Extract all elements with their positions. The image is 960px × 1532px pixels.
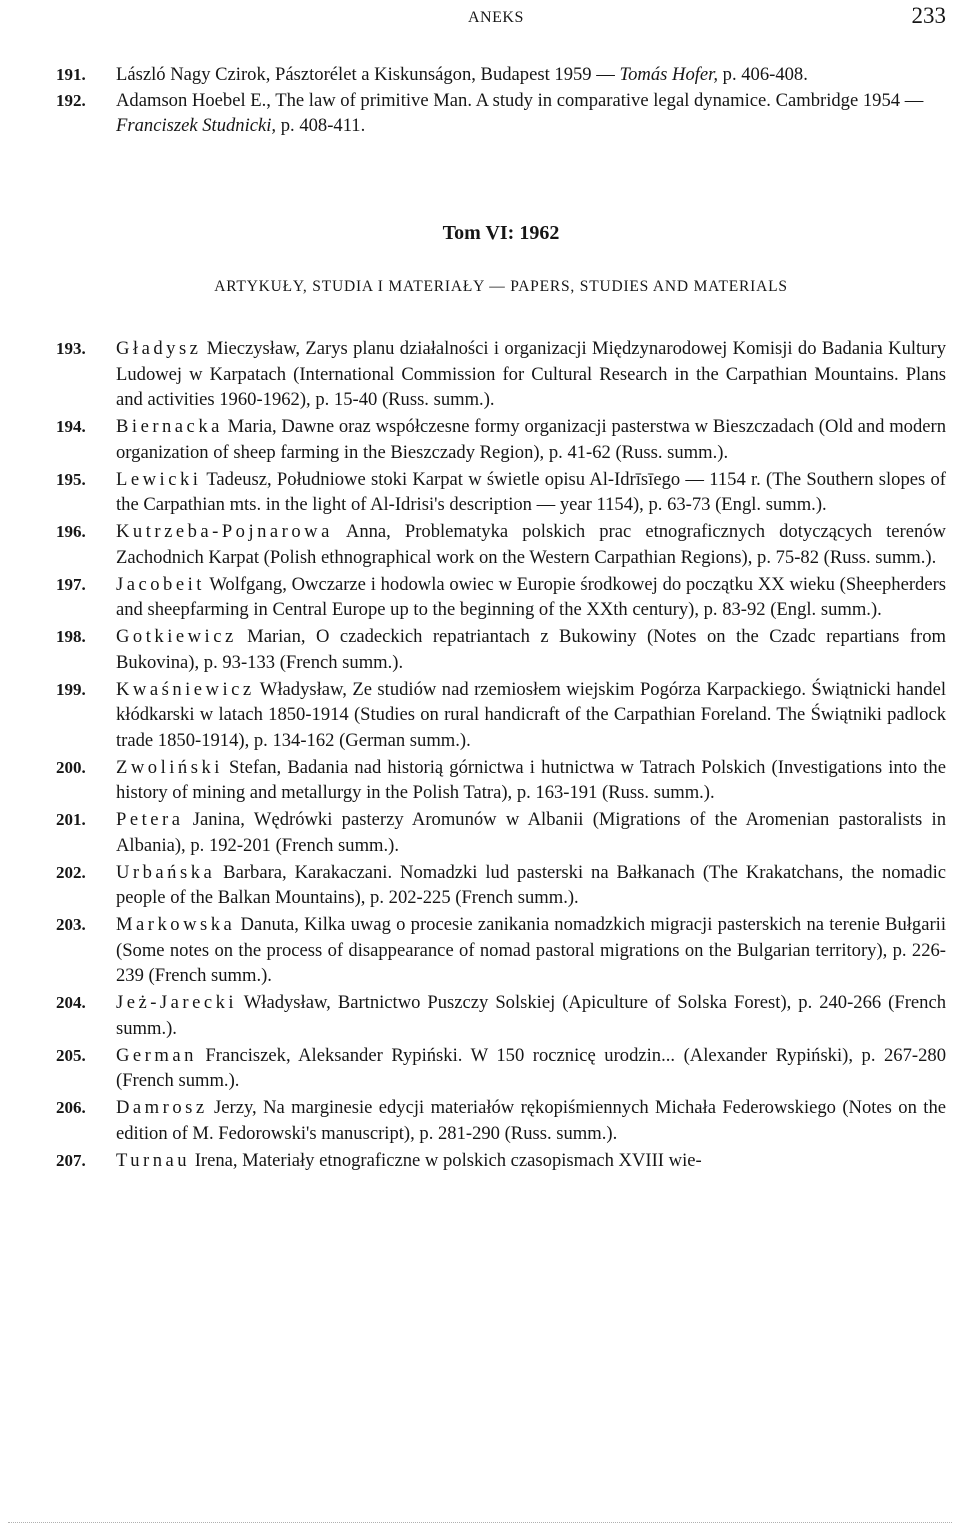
- entry-reviewer: Franciszek Studnicki,: [116, 115, 277, 136]
- entry-author: Jeż-Jarecki: [116, 992, 238, 1013]
- entry-author: Biernacka: [116, 416, 223, 437]
- list-item: [56, 1095, 946, 1146]
- entry-number: 191.: [56, 65, 86, 84]
- intro-entries: [56, 62, 946, 139]
- running-head: [56, 3, 946, 30]
- entry-title: Barbara, Karakaczani. Nomadzki lud pasterski na Bałkanach (The Krakatchans, the nomadic people of the Balkan Mountains), p. 202-225 (French summ.).: [116, 861, 946, 908]
- entry-number: 197.: [56, 574, 86, 594]
- entry-text: [116, 1148, 946, 1174]
- entry-reviewer: Tomás Hofer,: [619, 64, 719, 85]
- entry-number: 194.: [56, 417, 86, 436]
- entry-title: Irena, Materiały etnograficzne w polskich czasopismach XVIII wie-: [190, 1149, 702, 1171]
- entry-title: Franciszek, Aleksander Rypiński. W 150 rocznicę urodzin... (Alexander Rypiński), p. 267-280 (French summ.).: [116, 1044, 946, 1091]
- entry-author: Kutrzeba-Pojnarowa: [116, 521, 333, 542]
- entry-title: The law of primitive Man. A study in comparative legal dynamice. Cambridge 1954 —: [270, 89, 924, 111]
- entry-number: 205.: [56, 1045, 86, 1065]
- entry-author: Zwoliński: [116, 756, 223, 778]
- entry-author: Lewicki: [116, 468, 202, 490]
- entry-text: [116, 807, 946, 858]
- list-item: [56, 414, 946, 465]
- entry-number: 207.: [56, 1150, 86, 1170]
- list-item: [56, 755, 946, 806]
- entry-pages: p. 408-411.: [276, 115, 366, 136]
- list-item: [56, 1148, 946, 1174]
- list-item: [56, 677, 946, 754]
- entry-number: 195.: [56, 469, 86, 489]
- entry-title: Janina, Wędrówki pasterzy Aromunów w Albanii (Migrations of the Aromenian pastoralists in Albania), p. 192-201 (French summ.).: [116, 809, 946, 856]
- entry-author: Gładysz: [116, 338, 202, 359]
- entry-author: Jacobeit: [116, 573, 205, 595]
- entry-author: Urbańska: [116, 861, 216, 883]
- entry-text: [116, 860, 946, 911]
- entry-title: Stefan, Badania nad historią górnictwa i hutnictwa w Tatrach Polskich (Investigations into the history of mining and metallurgy in the Polish Tatra), p. 163-191 (Russ. summ.).: [116, 756, 946, 803]
- entries-list: [56, 336, 946, 1175]
- page-number: 233: [911, 3, 946, 28]
- entry-pages: p. 406-408.: [718, 64, 808, 85]
- entry-title: Władysław, Ze studiów nad rzemiosłem wiejskim Pogórza Karpackiego. Świątnicki handel kłódkarski w latach 1850-1914 (Studies on rural handicraft of the Carpathian Foreland. The Świątniki padlock trade 1850-1914), p. 134-162 (German summ.).: [116, 678, 946, 751]
- entry-text: [116, 467, 946, 518]
- running-head-title: ANEKS: [468, 9, 524, 26]
- entry-number: 206.: [56, 1098, 86, 1117]
- entry-number: 199.: [56, 679, 86, 699]
- entry-text: [116, 414, 946, 465]
- bottom-dotted-rule: [8, 1522, 952, 1523]
- volume-heading: Tom VI: 1962: [442, 222, 560, 244]
- list-item: [56, 336, 946, 413]
- entry-title: Wolfgang, Owczarze i hodowla owiec w Europie środkowej do początku XX wieku (Sheepherders and sheepfarming in Central Europe up to the beginning of the XXth century), p. 83-92 (Engl. summ.).: [116, 573, 946, 620]
- list-item: [56, 807, 946, 858]
- list-item: [56, 912, 946, 989]
- entry-text: [116, 755, 946, 806]
- entry-title: Władysław, Bartnictwo Puszczy Solskiej (Apiculture of Solska Forest), p. 240-266 (French summ.).: [116, 992, 946, 1039]
- entry-text: [116, 912, 946, 989]
- entry-author: Adamson Hoebel E.,: [116, 89, 271, 111]
- entry-author: Gotkiewicz: [116, 626, 237, 647]
- entry-title: Danuta, Kilka uwag o procesie zanikania nomadzkich migracji pasterskich na terenie Bułgarii (Some notes on the process of disappearance of nomad pastoral migrations on the Bulgarian territory), p. 226-239 (French summ.).: [116, 914, 946, 986]
- entry-number: 202.: [56, 862, 86, 882]
- entry-text: [116, 572, 946, 623]
- list-item: [56, 519, 946, 570]
- entry-number: 204.: [56, 993, 86, 1012]
- entry-text: [116, 677, 946, 754]
- entry-author: German: [116, 1044, 197, 1066]
- entry-title: Pásztorélet a Kiskunságon, Budapest 1959 —: [270, 64, 620, 85]
- list-item: [56, 62, 946, 88]
- list-item: [56, 1043, 946, 1094]
- entry-text: [116, 624, 946, 675]
- section-subheading: ARTYKUŁY, STUDIA I MATERIAŁY — PAPERS, STUDIES AND MATERIALS: [214, 278, 788, 295]
- entry-number: 196.: [56, 522, 86, 541]
- entry-text: [116, 1095, 946, 1146]
- entry-author: Damrosz: [116, 1097, 208, 1118]
- entry-author: László Nagy Czirok,: [116, 64, 271, 85]
- entry-title: Maria, Dawne oraz współczesne formy organizacji pasterstwa w Bieszczadach (Old and modern organization of sheep farming in the Bieszczady Region), p. 41-62 (Russ. summ.).: [116, 416, 946, 463]
- list-item: [56, 990, 946, 1041]
- list-item: [56, 467, 946, 518]
- entry-text: [116, 990, 946, 1041]
- entry-number: 200.: [56, 757, 86, 777]
- entry-author: Kwaśniewicz: [116, 678, 255, 700]
- entry-number: 203.: [56, 915, 86, 934]
- entry-author: Turnau: [116, 1149, 191, 1171]
- entry-author: Markowska: [116, 914, 236, 935]
- entry-title: Anna, Problematyka polskich prac etnograficznych dotyczących terenów Zachodnich Karpat (Polish ethnographical work on the Western Carpathian Regions), p. 75-82 (Russ. summ.).: [116, 521, 946, 568]
- entry-text: [116, 336, 946, 413]
- entry-number: 198.: [56, 627, 86, 646]
- list-item: [56, 860, 946, 911]
- entry-number: 193.: [56, 339, 86, 358]
- list-item: [56, 624, 946, 675]
- list-item: [56, 572, 946, 623]
- entry-author: Petera: [116, 809, 184, 830]
- entry-title: Mieczysław, Zarys planu działalności i organizacji Międzynarodowej Komisji do Badania Kultury Ludowej w Karpatach (International Commission for Cultural Research in the Carpathian Mountains. Plans and activities 1960-1962), p. 15-40 (Russ. summ.).: [116, 338, 946, 410]
- entry-text: [116, 519, 946, 570]
- entry-number: 201.: [56, 810, 86, 829]
- entry-text: [116, 1043, 946, 1094]
- list-item: [56, 88, 946, 139]
- entry-title: Jerzy, Na marginesie edycji materiałów rękopiśmiennych Michała Federowskiego (Notes on the edition of M. Fedorowski's manuscript), p. 281-290 (Russ. summ.).: [116, 1097, 946, 1144]
- entry-title: Tadeusz, Południowe stoki Karpat w świetle opisu Al-Idrīsīego — 1154 r. (The Southern slopes of the Carpathian mts. in the light of Al-Idrisi's description — year 1154), p. 63-73 (Engl. summ.).: [116, 468, 946, 515]
- entry-number: 192.: [56, 90, 86, 110]
- entry-title: Marian, O czadeckich repatriantach z Bukowiny (Notes on the Czadc repartians from Bukovina), p. 93-133 (French summ.).: [116, 626, 946, 673]
